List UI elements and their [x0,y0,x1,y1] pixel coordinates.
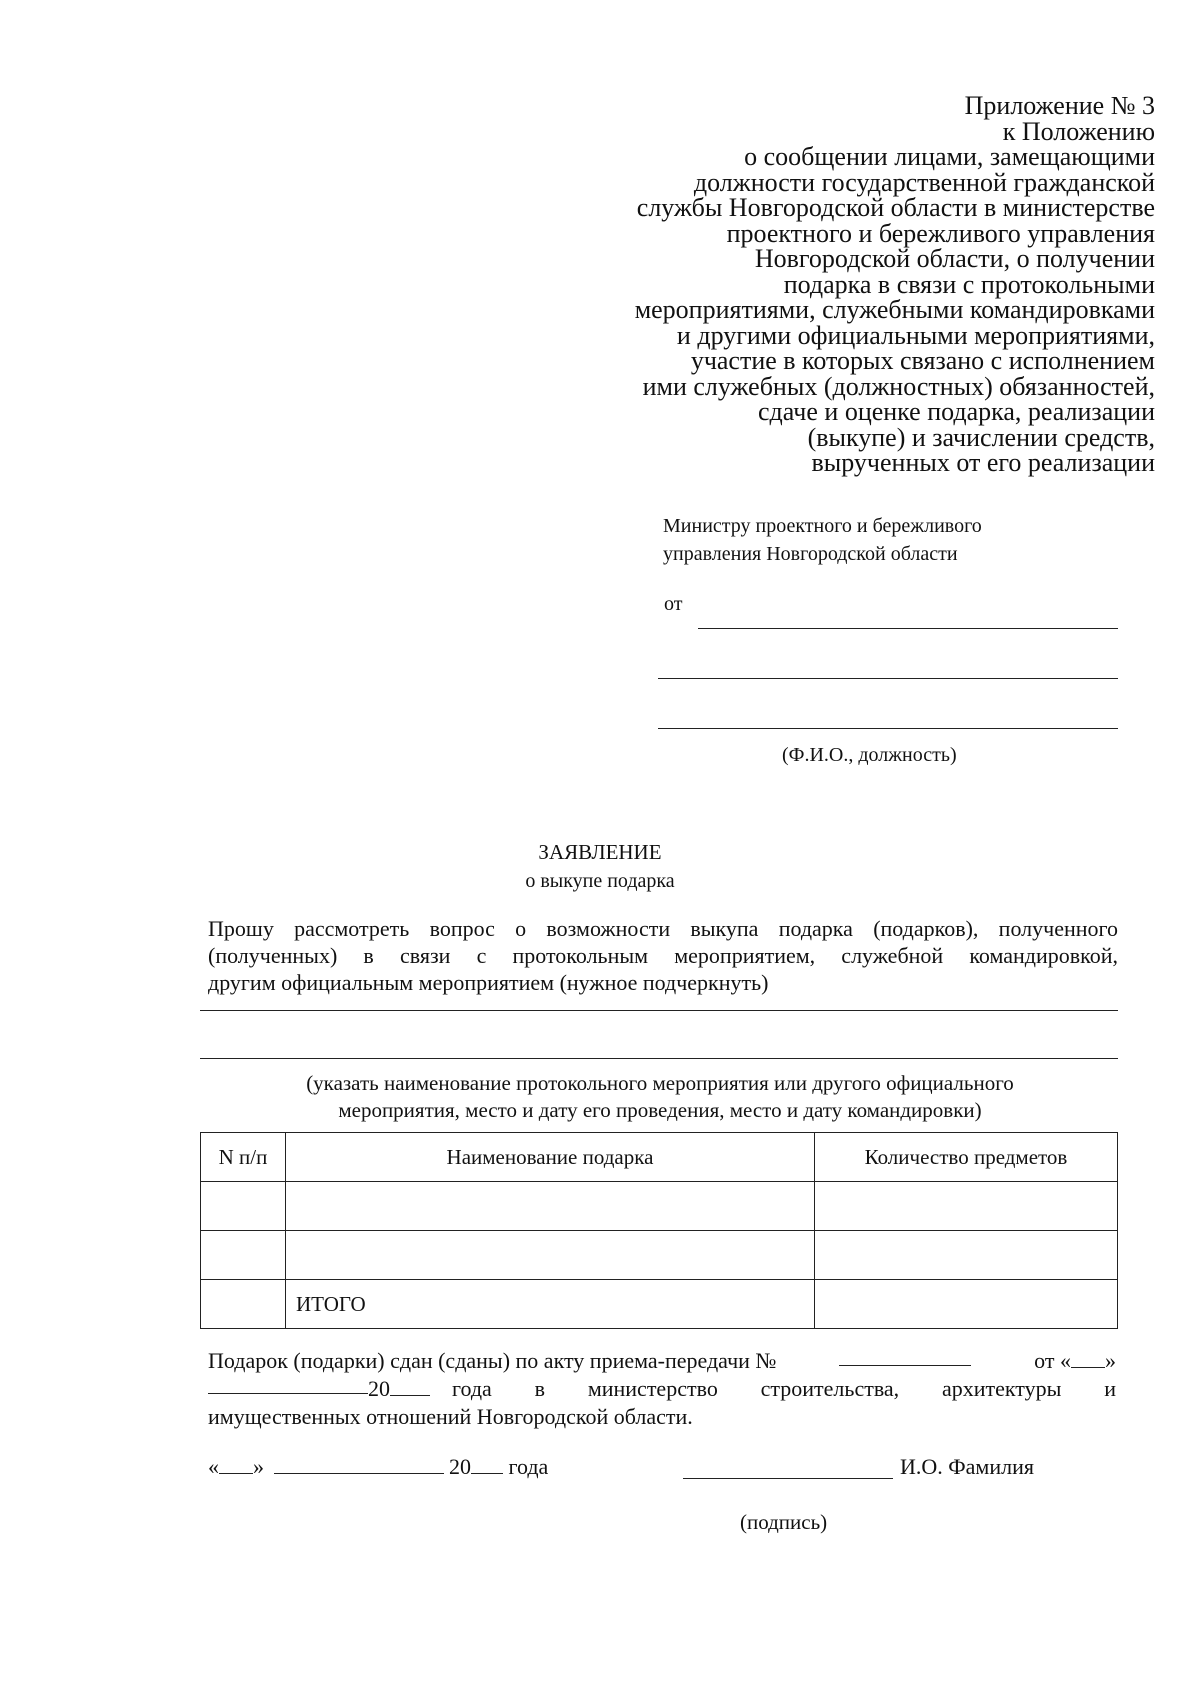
table-row [201,1231,1118,1280]
document-subtitle: о выкупе подарка [525,870,675,892]
annex-line: проектного и бережливого управления [726,218,1155,248]
gifts-table [200,1132,1118,1329]
transfer-year-prefix: 20 [368,1376,390,1401]
event-note-line-2: мероприятия, место и дату его проведения, место и дату командировки) [338,1098,982,1122]
total-quantity-cell[interactable] [815,1280,1118,1329]
annex-line: о сообщении лицами, замещающими [744,142,1155,171]
sign-date-open: « [208,1454,219,1479]
table-header-row [201,1133,1118,1182]
transfer-text-1: Подарок (подарки) сдан (сданы) по акту приема-передачи № [208,1348,777,1373]
from-label: от [664,593,683,615]
fio-caption: (Ф.И.О., должность) [782,744,957,766]
sign-day-field[interactable] [219,1455,253,1474]
table-cell[interactable] [201,1231,286,1280]
from-line-2[interactable] [658,678,1118,679]
annex-line: подарка в связи с протокольными [783,269,1155,299]
event-note [200,1070,1120,1124]
event-line-1[interactable] [200,1010,1118,1011]
transfer-line-3: имущественных отношений Новгородской области. [208,1404,693,1429]
signature-caption: (подпись) [740,1510,828,1534]
act-year-field[interactable] [390,1377,430,1396]
annex-line: должности государственной гражданской [693,167,1155,197]
annex-line: участие в которых связано с исполнением [690,346,1155,375]
signature-date [208,1454,548,1480]
annex-line: и другими официальными мероприятиями, [676,320,1155,350]
annex-line: Новгородской области, о получении [754,244,1155,273]
annex-line: Приложение № 3 [964,91,1155,120]
transfer-line-1 [208,1347,1116,1375]
table-cell[interactable] [815,1182,1118,1231]
annex-line: (выкупе) и зачислении средств, [807,422,1155,452]
event-note-line-1: (указать наименование протокольного мероприятия или другого официального [306,1071,1014,1095]
transfer-paragraph [208,1347,1116,1431]
request-line-3: другим официальным мероприятием (нужное подчеркнуть) [208,970,769,995]
transfer-date-open: от « [1034,1348,1071,1373]
document-title: ЗАЯВЛЕНИЕ [538,840,662,864]
event-line-2[interactable] [200,1058,1118,1059]
header-number: N п/п [201,1133,286,1182]
annex-line: мероприятиями, служебными командировками [634,295,1155,324]
table-cell[interactable] [286,1182,815,1231]
table-total-row [201,1280,1118,1329]
act-month-field[interactable] [208,1375,368,1394]
annex-line: вырученных от его реализации [811,448,1155,477]
annex-line: к Положению [1002,116,1155,146]
sign-year-prefix: 20 [449,1454,471,1479]
act-number-field[interactable] [839,1347,971,1366]
table-cell[interactable] [815,1231,1118,1280]
header-quantity: Количество предметов [815,1133,1118,1182]
annex-line: сдаче и оценке подарка, реализации [758,397,1155,426]
table-cell[interactable] [201,1280,286,1329]
request-paragraph [208,915,1118,996]
table-row [201,1182,1118,1231]
annex-line: службы Новгородской области в министерстве [636,193,1155,222]
annex-line: ими служебных (должностных) обязанностей, [642,371,1155,401]
addressee-block [663,512,982,568]
table-cell[interactable] [201,1182,286,1231]
sign-year-suffix: года [508,1454,549,1479]
annex-header [515,93,1155,476]
sign-year-field[interactable] [471,1455,503,1474]
total-label: ИТОГО [286,1280,815,1329]
transfer-date-close: » [1105,1348,1116,1373]
from-line-3[interactable] [658,728,1118,729]
request-line-1: Прошу рассмотреть вопрос о возможности выкупа подарка (подарков), полученного [208,916,1118,941]
header-gift-name: Наименование подарка [286,1133,815,1182]
addressee-line-2: управления Новгородской области [663,543,958,565]
table-cell[interactable] [286,1231,815,1280]
signature-line[interactable] [683,1478,893,1479]
transfer-line-2 [208,1375,1116,1403]
addressee-line-1: Министру проектного и бережливого [663,515,982,537]
request-line-2: (полученных) в связи с протокольным мероприятием, служебной командировкой, [208,943,1118,968]
from-name-line[interactable] [698,628,1118,629]
sign-date-close: » [253,1454,264,1479]
act-day-field[interactable] [1071,1349,1105,1368]
signatory-name: И.О. Фамилия [900,1454,1034,1479]
sign-month-field[interactable] [274,1455,444,1474]
transfer-text-2: года в министерство строительства, архитектуры и [452,1376,1116,1401]
